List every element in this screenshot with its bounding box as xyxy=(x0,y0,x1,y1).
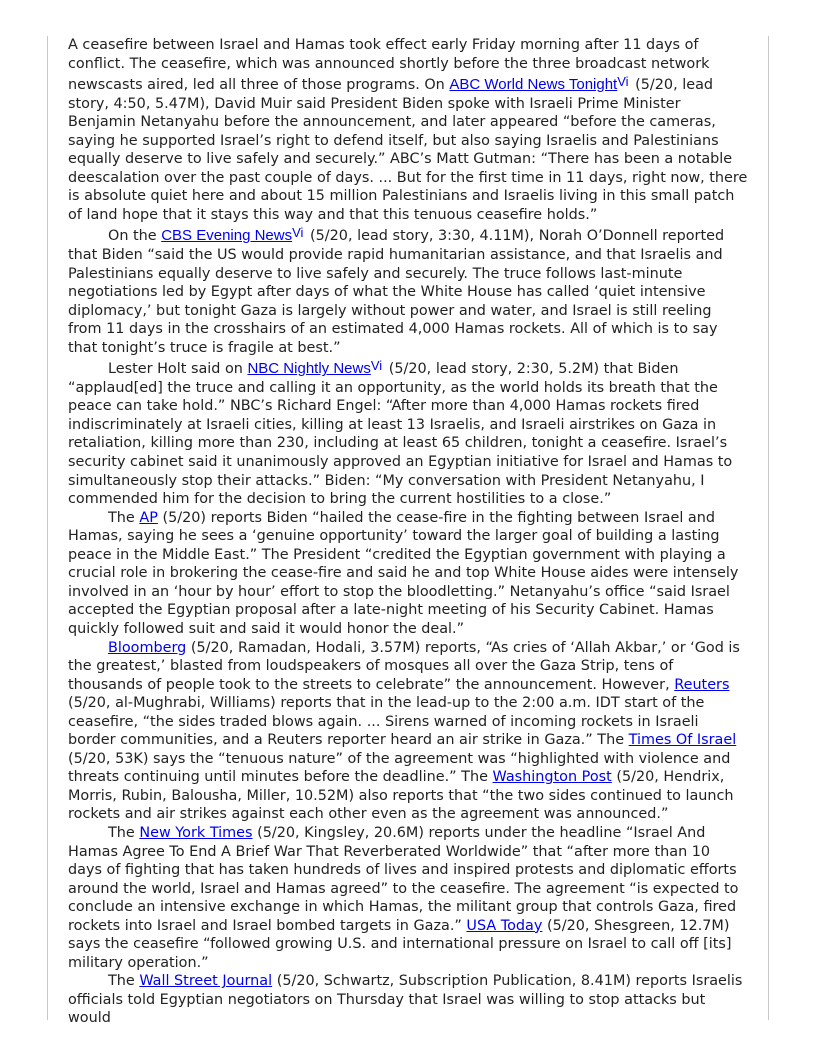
paragraph-text: On the xyxy=(108,228,162,245)
article-paragraph xyxy=(68,36,748,224)
paragraph-text: (5/20, Kingsley, 20.6M) reports under the headline “Israel And Hamas Agree To End A Brief War That Reverberated Worldwide” that “after more than 10 days of fighting that has taken hundreds of lives and inspired protests and diplomatic efforts around the world, Israel and Hamas agreed” to the ceasefire. The agreement “is expected to conclude an intensive exchange in which Hamas, the militant group that controls Gaza, fired rockets into Israel and Israel bombed targets in Gaza.” xyxy=(68,824,739,934)
paragraph-text: (5/20, Schwartz, Subscription Publication, 8.41M) reports Israelis officials told Egyptian negotiators on Thursday that Israel was willing to stop attacks but would xyxy=(68,973,743,1027)
video-indicator-icon[interactable]: Vi xyxy=(292,225,304,241)
right-margin-rule xyxy=(768,36,769,1020)
paragraph-text: (5/20, Hendrix, Morris, Rubin, Balousha, Miller, 10.52M) also reports that “the two sides continued to launch rockets and air strikes against each other even as the agreement was announced.” xyxy=(68,769,734,823)
source-link[interactable]: AP xyxy=(139,509,158,526)
article-paragraph xyxy=(68,639,748,824)
source-link[interactable]: Wall Street Journal xyxy=(139,973,273,990)
source-link[interactable]: CBS Evening News xyxy=(161,227,293,245)
paragraph-text: Lester Holt said on xyxy=(108,361,248,378)
source-link[interactable]: Washington Post xyxy=(492,769,612,786)
source-link[interactable]: Bloomberg xyxy=(108,639,187,656)
paragraph-text: (5/20, lead story, 2:30, 5.2M) that Biden “applaud[ed] the truce and calling it an opportunity, as the world holds its breath that the peace can take hold.” NBC’s Richard Engel: “After more than 4,000 Hamas rockets fired indiscriminately at Israeli cities, killing at least 13 Israelis, and Israeli airstrikes on Gaza in retaliation, killing more than 230, including at least 65 children, tonight a ceasefire. Israel’s security cabinet said it unanimously approved an Egyptian initiative for Israel and Hamas to simultaneously stop their attacks.” Biden: “My conversation with President Netanyahu, I commended him for the decision to bring the current hostilities to a close.” xyxy=(68,361,733,508)
left-margin-rule xyxy=(47,36,48,1020)
article-paragraph xyxy=(68,357,748,508)
paragraph-text: A ceasefire between Israel and Hamas took effect early Friday morning after 11 days of conflict. The ceasefire, which was announced shortly before the three broadcast network newscasts aired, led all three of those programs. On xyxy=(68,37,710,94)
article-paragraph xyxy=(68,224,748,357)
paragraph-text: (5/20, al-Mughrabi, Williams) reports that in the lead-up to the 2:00 a.m. IDT start of the ceasefire, “the sides traded blows again. ... Sirens warned of incoming rockets in Israeli border communities, and a Reuters reporter heard an air strike in Gaza.” The xyxy=(68,695,705,749)
article-paragraph xyxy=(68,972,748,1028)
video-indicator-icon[interactable]: Vi xyxy=(370,358,383,374)
paragraph-text: The xyxy=(108,973,140,990)
article-body xyxy=(68,36,748,1028)
paragraph-text: (5/20) reports Biden “hailed the cease-fire in the fighting between Israel and Hamas, saying he sees a ‘genuine opportunity’ toward the larger goal of building a lasting peace in the Middle East.” The President “credited the Egyptian government with playing a crucial role in brokering the cease-fire and said he and top White House aides were intensely involved in an ‘hour by hour’ effort to stop the bloodletting.” Netanyahu’s office “said Israel accepted the Egyptian proposal after a late-night meeting of his Security Cabinet. Hamas quickly followed suit and said it would honor the deal.” xyxy=(68,509,739,637)
source-link[interactable]: ABC World News Tonight xyxy=(449,76,618,94)
paragraph-text: The xyxy=(108,509,140,526)
paragraph-text: The xyxy=(108,824,140,841)
paragraph-text: (5/20, lead story, 4:50, 5.47M), David Muir said President Biden spoke with Israeli Prime Minister Benjamin Netanyahu before the announcement, and later appeared “before the cameras, saying he supported Israel’s right to defend itself, but also saying Israelis and Palestinians equally deserve to live safely and securely.” ABC’s Matt Gutman: “There has been a notable deescalation over the past couple of days. ... But for the first time in 11 days, right now, there is absolute quiet here and about 15 million Palestinians and Israelis living in this small patch of land hope that it stays this way and that this tenuous ceasefire holds.” xyxy=(68,77,748,223)
article-paragraph xyxy=(68,824,748,972)
source-link[interactable]: New York Times xyxy=(139,824,253,841)
paragraph-text: (5/20, Ramadan, Hodali, 3.57M) reports, “As cries of ‘Allah Akbar,’ or ‘God is the greatest,’ blasted from loudspeakers of mosques all over the Gaza Strip, tens of thousands of people took to the streets to celebrate” the announcement. However, xyxy=(68,639,740,693)
article-paragraph xyxy=(68,509,748,639)
source-link[interactable]: Reuters xyxy=(674,676,730,693)
source-link[interactable]: Times Of Israel xyxy=(628,732,737,749)
source-link[interactable]: NBC Nightly News xyxy=(247,360,371,378)
paragraph-text: (5/20, Shesgreen, 12.7M) says the ceasefire “followed growing U.S. and international pressure on Israel to call off [its] military operation.” xyxy=(68,917,732,971)
paragraph-text: (5/20, lead story, 3:30, 4.11M), Norah O’Donnell reported that Biden “said the US would provide rapid humanitarian assistance, and that Israelis and Palestinians equally deserve to live safely and securely. The truce follows last-minute negotiations led by Egypt after days of what the White House has called ‘quiet intensive diplomacy,’ but tonight Gaza is largely without power and water, and Israel is still reeling from 11 days in the crosshairs of an estimated 4,000 Hamas rockets. All of which is to say that tonight’s truce is fragile at best.” xyxy=(68,228,725,356)
video-indicator-icon[interactable]: Vi xyxy=(617,74,629,90)
paragraph-text: (5/20, 53K) says the “tenuous nature” of the agreement was “highlighted with violence and threats continuing until minutes before the deadline.” The xyxy=(68,750,731,786)
source-link[interactable]: USA Today xyxy=(466,917,543,934)
